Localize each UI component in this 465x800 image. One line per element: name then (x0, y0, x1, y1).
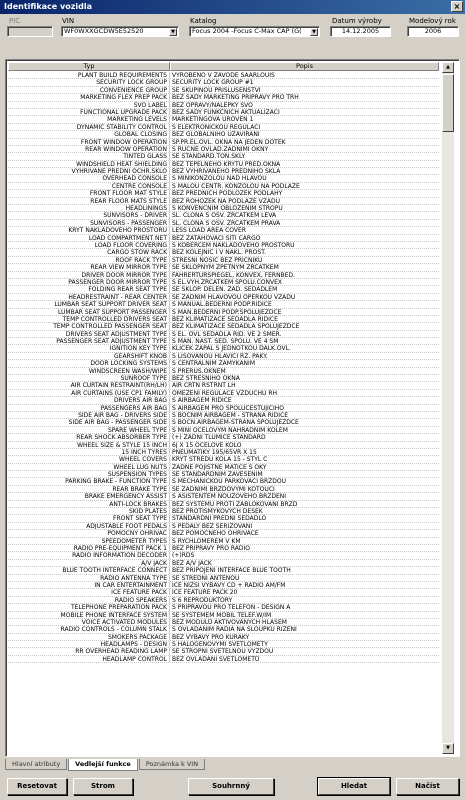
scroll-thumb[interactable] (442, 74, 454, 132)
model-year-field[interactable]: 2006 (407, 26, 459, 37)
table-row[interactable] (8, 427, 439, 434)
table-row[interactable] (8, 124, 439, 131)
table-row[interactable] (8, 419, 439, 426)
table-row[interactable] (8, 456, 439, 463)
cell-type: LUMBAR SEAT SUPPORT PASSENGER (8, 309, 170, 315)
cell-type: AIR CURTAINS (USE CP1 FAMILY) (8, 390, 170, 396)
column-header-description[interactable]: Popis (170, 62, 439, 71)
table-row[interactable] (8, 72, 439, 79)
cell-type: KRYT NÁKLADOVÉHO PROSTORU (8, 227, 170, 233)
table-row[interactable] (8, 323, 439, 330)
summary-button[interactable]: Souhrnný (188, 778, 274, 795)
table-row[interactable] (8, 235, 439, 242)
window-title: Identifikace vozidla (4, 2, 92, 11)
cell-description: S MINI OCELOVÝM NÁHRADNÍM KOLEM (172, 426, 288, 434)
cell-type: PASSENGER DOOR MIRROR TYPE (8, 279, 170, 285)
cell-type: CARGO STOW RACK (8, 249, 170, 255)
cell-description: BEZ KOLEJNIC I V NÁKL. PROST. (172, 249, 267, 256)
table-row[interactable] (8, 183, 439, 190)
cell-description: S ASISTENTEM NOUZOVÉHO BRZDĚNÍ (172, 493, 287, 500)
table-row[interactable] (8, 294, 439, 301)
catalog-label: Katalog (190, 17, 217, 25)
table-row[interactable] (8, 626, 439, 633)
cell-type: A/V JACK (8, 560, 170, 566)
cell-type: IGNITION KEY TYPE (8, 345, 170, 351)
cell-type: TELEPHONE PREPARATION PACK (8, 604, 170, 610)
cell-description: BEZ STŘEŠNÍHO OKNA (172, 375, 240, 382)
table-row[interactable] (8, 87, 439, 94)
cell-description: PNEUMATIKY 195/65VR X 15 (172, 448, 257, 456)
table-row[interactable] (8, 139, 439, 146)
cell-description: SE ZADNÍM HLAVOVOU OPĚRKOU VZADU (172, 293, 296, 301)
load-button[interactable]: Načíst (396, 778, 459, 795)
chevron-down-icon[interactable]: ▼ (310, 28, 318, 36)
table-row[interactable] (8, 597, 439, 604)
cell-type: ROOF RACK TYPE (8, 257, 170, 263)
cell-description: S PRERUS.OKNEM (172, 367, 226, 375)
cell-description: S MANUÁL.BEDERNÍ PODP.ŘIDIČE (172, 301, 272, 308)
cell-type: BLUE TOOTH INTERFACE CONNECT (8, 567, 170, 573)
table-row[interactable] (8, 309, 439, 316)
table-row[interactable] (8, 175, 439, 182)
table-row[interactable] (8, 264, 439, 271)
cell-description: SE STANDARDNÍM ZAVĚŠENÍM (172, 471, 263, 478)
production-date-field[interactable]: 14.12.2005 (330, 26, 391, 37)
table-row[interactable] (8, 257, 439, 264)
table-row[interactable] (8, 382, 439, 389)
cell-type: PLANT BUILD REQUIREMENTS (8, 72, 170, 78)
cell-type: DYNAMIC STABILITY CONTROL (8, 124, 170, 130)
table-row[interactable] (8, 161, 439, 168)
cell-description: S MINIKONZOLOU NAD HLAVOU (172, 175, 267, 182)
table-row[interactable] (8, 604, 439, 611)
cell-description: SE SYSTÉMEM MOBIL TELEF.W/IM (172, 611, 272, 618)
cell-description: (+)RDS (172, 552, 195, 559)
table-row[interactable] (8, 79, 439, 86)
pic-field[interactable] (7, 26, 53, 37)
cell-description: FAHRERTÜRSPIEGEL, KONVEX, FERNBED. (172, 271, 295, 278)
table-row[interactable] (8, 102, 439, 109)
cell-description: S MECHANICKOU PARKOVACÍ BRZDOU (172, 478, 287, 485)
cell-description: S AIRBAGEM PRO SPOLUCESTUJÍCÍHO (172, 404, 284, 411)
cell-description: BEZ KLIMATIZACE SEDADLA ŘIDIČE (172, 315, 278, 323)
cell-description: SL. CLONA S OSV. ZRCÁTKEM LEVÁ (172, 212, 277, 219)
table-row[interactable] (8, 146, 439, 153)
cell-description: BEZ OVLÁDÁNÍ SVĚTLOMETŮ (172, 655, 260, 663)
table-row[interactable] (8, 331, 439, 338)
cell-description: S KONVENČNÍM OBLOŽENÍM STROPU (172, 205, 283, 212)
cell-description: S HALOGENOVÝMI SVĚTLOMETY (172, 641, 268, 648)
cell-type: SIDE AIR BAG - PASSENGER SIDE (8, 419, 170, 425)
cell-type: FRONT SEAT TYPE (8, 515, 170, 521)
table-row[interactable] (8, 589, 439, 596)
cell-type: FRONT FLOOR MAT STYLE (8, 190, 170, 196)
table-row[interactable] (8, 478, 439, 485)
cell-type: WINDSCREEN WASH/WIPE (8, 368, 170, 374)
cell-description: KRYT STŘEDU KOLA 15 - STYL C (172, 456, 268, 463)
vin-field[interactable] (61, 26, 179, 37)
cell-type: POMOCNÝ OHŘÍVAČ (8, 530, 170, 536)
table-row[interactable] (8, 368, 439, 375)
table-row[interactable] (8, 242, 439, 249)
table-row[interactable] (8, 131, 439, 138)
cell-type: SPARE WHEEL TYPE (8, 427, 170, 433)
cell-type: ADJUSTABLE FOOT PEDALS (8, 523, 170, 529)
table-row[interactable] (8, 508, 439, 515)
table-row[interactable] (8, 279, 439, 286)
table-row[interactable] (8, 168, 439, 175)
cell-description: VYROBENO V ZÁVODĚ SAARLOUIS (172, 72, 275, 79)
cell-type: RADIO PRE-EQUIPMENT PACK 1 (8, 545, 170, 551)
cell-description: S MAN.BEDERNÍ PODP.SPOLUJEZDCE (172, 308, 282, 315)
scroll-down-icon[interactable]: ▼ (442, 743, 454, 754)
cell-description: (+) ZADNÍ TLUMIČE STANDARD (172, 434, 266, 441)
table-row[interactable] (8, 538, 439, 545)
cell-type: DRIVERS AIR BAG (8, 397, 170, 403)
cell-description: BEZ ZATAHOVACÍ SÍTI CARGO (172, 234, 261, 241)
cell-description: SE SKLOP. DĚLEN. ZAD. SEDADLEM (172, 286, 278, 293)
cell-type: PASSENGERS AIR BAG (8, 405, 170, 411)
table-row[interactable] (8, 345, 439, 352)
cell-description: BEZ PŘÍPRAVY PRO RÁDIO (172, 545, 250, 552)
cell-type: 15 INCH TYRES (8, 449, 170, 455)
cell-type: FRONT WINDOW OPERATION (8, 139, 170, 145)
table-row[interactable] (8, 634, 439, 641)
tab-vin-note[interactable]: Poznámka k VIN (139, 759, 205, 770)
cell-description: SE SKLOPNÝM ZPĚTNÝM ZRCÁTKEM (172, 264, 279, 271)
cell-type: REAR BRAKE TYPE (8, 486, 170, 492)
cell-description: ŽÁDNÉ POJISTNÉ MATICE S OKY (172, 463, 267, 471)
table-row[interactable] (8, 94, 439, 101)
table-row[interactable] (8, 619, 439, 626)
cell-description: MARKETINGOVÁ ÚROVEŇ 1 (172, 116, 254, 123)
table-row[interactable] (8, 116, 439, 123)
cell-type: SUSPENSION TYPES (8, 471, 170, 477)
table-row[interactable] (8, 464, 439, 471)
table-row[interactable] (8, 648, 439, 655)
table-row[interactable] (8, 405, 439, 412)
table-row[interactable] (8, 390, 439, 397)
cell-type: SECURITY LOCK GROUP (8, 79, 170, 85)
table-row[interactable] (8, 530, 439, 537)
cell-type: ANTI-LOCK BRAKES (8, 501, 170, 507)
cell-type: OVERHEAD CONSOLE (8, 175, 170, 181)
cell-description: 6J X 15 OCELOVÉ KOLO (172, 441, 242, 448)
table-row[interactable] (8, 486, 439, 493)
cell-type: LUMBAR SEAT SUPPORT DRIVER SEAT (8, 301, 170, 307)
cell-description: S BOČN.AIRBAGEM-STRANA SPOLUJEZDCE (172, 419, 299, 426)
cell-type: RR OVERHEAD READING LAMP (8, 648, 170, 654)
cell-type: LOAD FLOOR COVERING (8, 242, 170, 248)
cell-description: S ELEKTRONICKOU REGULACÍ (172, 123, 261, 131)
table-row[interactable] (8, 109, 439, 116)
cell-type: HEADLININGS (8, 205, 170, 211)
cell-description: S CENTRÁLNÍM ZAMYKÁNÍM (172, 360, 255, 367)
cell-description: SE STŘEDNÍ ANTÉNOU (172, 574, 240, 581)
table-row[interactable] (8, 338, 439, 345)
cell-description: SE SKUPINOU PŘÍSLUŠENSTVÍ (172, 86, 261, 94)
cell-type: HEADRESTRAINT - REAR CENTER (8, 294, 170, 300)
cell-description: AIR CRTN RSTRNT LH (172, 382, 236, 389)
date-label: Datum výroby (332, 17, 382, 25)
grid-header (8, 62, 439, 71)
table-row[interactable] (8, 198, 439, 205)
cell-type: CENTRE CONSOLE (8, 183, 170, 189)
cell-type: RADIO ANTENNA TYPE (8, 575, 170, 581)
table-row[interactable] (8, 641, 439, 648)
cell-type: WHEEL COVERS (8, 456, 170, 462)
cell-type: SVO LABEL (8, 102, 170, 108)
table-row[interactable] (8, 515, 439, 522)
cell-description: S 6 REPRODUKTORY (172, 596, 233, 604)
cell-type: SMOKERS PACKAGE (8, 634, 170, 640)
cell-type: SUNROOF TYPE (8, 375, 170, 381)
cell-description: BEZ SADY MARKETING PŘÍPRAVY PRO TRH (172, 94, 299, 101)
cell-type: TEMP CONTROLLED DRIVERS SEAT (8, 316, 170, 322)
cell-description: S PŘÍPRAVOU PRO TELEFON - DESIGN A (172, 604, 291, 611)
cell-description: BEZ A/V JACK (172, 559, 212, 567)
table-row[interactable] (8, 353, 439, 360)
cell-description: BEZ PŘIPOJENÍ INTERFACE BLUE TOOTH (172, 567, 291, 574)
cell-description: S EL. OVL SEDADLA RID. VE 2 SMĚR. (172, 330, 282, 338)
table-row[interactable] (8, 493, 439, 500)
scroll-up-icon[interactable]: ▲ (442, 62, 454, 73)
table-row[interactable] (8, 471, 439, 478)
cell-description: BEZ GLOBÁLNÍHO UZAVÍRÁNÍ (172, 131, 260, 138)
cell-description: ICE FEATURE PACK 20 (172, 589, 238, 596)
cell-type: REAR FLOOR MATS STYLE (8, 198, 170, 204)
cell-description: SL. CLONA S OSV. ZRCÁTKEM PRAVÁ (172, 219, 281, 227)
vertical-scrollbar[interactable] (442, 62, 454, 754)
cell-type: TEMP CONTROLLED PASSENGER SEAT (8, 323, 170, 329)
cell-description: SECURITY LOCK GROUP #1 (172, 79, 254, 86)
chevron-down-icon[interactable]: ▼ (169, 28, 177, 36)
cell-description: BEZ ROHOŽEK NA PODLAZE VZADU (172, 197, 280, 205)
tab-bar (5, 759, 206, 771)
cell-description: BEZ VYHŘÍVANÉHO PŘEDNÍHO SKLA (172, 168, 281, 175)
cell-description: S MAN. NAST. SED. SPOLU. VE 4 SM (172, 338, 279, 345)
cell-type: BRAKE EMERGENCY ASSIST (8, 493, 170, 499)
table-row[interactable] (8, 656, 439, 663)
cell-type: HEADLAMP CONTROL (8, 656, 170, 662)
cell-description: S LISOVANOU HLAVICÍ RZ. PÁKY. (172, 352, 268, 360)
cell-description: BEZ VÝBAVY PRO KUŘÁKY (172, 633, 250, 641)
table-row[interactable] (8, 153, 439, 160)
cell-description: S RUČNĚ OVLÁD.ZADNÍMI OKNY (172, 145, 269, 153)
table-row[interactable] (8, 316, 439, 323)
cell-type: ICE FEATURE PACK (8, 589, 170, 595)
cell-type: SUNVISORS - DRIVER (8, 212, 170, 218)
cell-description: S PEDÁLY BEZ SEŘIZOVÁNÍ (172, 522, 253, 530)
cell-type: DRIVERS SEAT ADJUSTMENT TYPE (8, 331, 170, 337)
table-row[interactable] (8, 523, 439, 530)
table-row[interactable] (8, 272, 439, 279)
vehicle-features-grid[interactable] (5, 59, 460, 757)
cell-type: AIR CURTAIN RESTRAINT(RH/LH) (8, 382, 170, 388)
cell-description: LESS LOAD AREA COVER (172, 227, 246, 234)
cell-type: HEADLAMPS - DESIGN (8, 641, 170, 647)
cell-type: FUNCTIONAL UPGRADE PACK (8, 109, 170, 115)
cell-type: IN CAR ENTERTAINMENT (8, 582, 170, 588)
tab-main-attributes[interactable]: Hlavní atributy (5, 759, 67, 770)
cell-type: SIDE AIR BAG - DRIVERS SIDE (8, 412, 170, 418)
catalog-select[interactable] (189, 26, 320, 37)
cell-type: LOAD COMPARTMENT NET (8, 235, 170, 241)
table-row[interactable] (8, 212, 439, 219)
pic-label: PIC (9, 17, 21, 25)
cell-description: S OVLÁDÁNÍM RÁDIA NA SLOUPKU ŘÍZENÍ (172, 626, 297, 633)
table-row[interactable] (8, 582, 439, 589)
cell-type: VYHŘÍVANÉ PŘEDNÍ OCHR.SKLO (8, 168, 170, 174)
cell-type: RADIO INFORMATION DECODER (8, 552, 170, 558)
cell-description: S MALOU CENTR. KONZOLOU NA PODLAZE (172, 182, 300, 190)
cell-description: S RYCHLOMĚREM V KM (172, 537, 241, 544)
cell-type: WINDSHIELD HEAT SHIELDING (8, 161, 170, 167)
cell-type: RADIO CONTROLS - COLUMN STALK (8, 626, 170, 632)
cell-type: VOICE ACTIVATED MODULES (8, 619, 170, 625)
cell-description: S KOBERCEM NÁKLADOVÉHO PROSTORU (172, 241, 295, 249)
catalog-value: Focus 2004 -Focus C-Max CAP (G( (192, 27, 302, 35)
cell-description: BEZ SYSTÉMU PROTI ZABLOKOVÁNÍ BRZD (172, 500, 298, 508)
cell-description: BEZ OPRAVY/NÁLEPKY SVO (172, 101, 253, 108)
cell-type: DOOR LOCKING SYSTEMS (8, 360, 170, 366)
table-row[interactable] (8, 286, 439, 293)
cell-type: SUNVISORS - PASSENGER (8, 220, 170, 226)
cell-description: S BOČNÍM AIRBAGEM - STRANA ŘIDIČE (172, 411, 289, 419)
table-row[interactable] (8, 301, 439, 308)
cell-description: BEZ PROTISMYKOVÝCH DESEK (172, 508, 263, 515)
cell-type: SKID PLATES (8, 508, 170, 514)
cell-type: PASSENGER SEAT ADJUSTMENT TYPE (8, 338, 170, 344)
cell-type: TINTED GLASS (8, 153, 170, 159)
cell-type: WHEEL SIZE & STYLE 15 INCH (8, 442, 170, 448)
cell-description: BEZ KLIMATIZACE SEDADLA SPOLUJEZDCE (172, 323, 300, 330)
vin-value: WF0WXXGCDW5E52520 (64, 27, 144, 35)
column-header-type[interactable]: Typ (8, 62, 170, 71)
model-year-label: Modelový rok (409, 17, 456, 25)
cell-type: GLOBAL CLOSING (8, 131, 170, 137)
cell-type: WHEEL LUG NUTS (8, 464, 170, 470)
cell-description: S EL.VYH.ZRCÁTKEM SPOLU.CONVEX (172, 278, 283, 286)
table-row[interactable] (8, 552, 439, 559)
table-row[interactable] (8, 567, 439, 574)
table-row[interactable] (8, 434, 439, 441)
tree-button[interactable]: Strom (73, 778, 133, 795)
table-row[interactable] (8, 560, 439, 567)
cell-description: BEZ PŘEDNÍCH PODLOŽEK PODLAHY (172, 190, 283, 197)
table-row[interactable] (8, 397, 439, 404)
tab-secondary-functions[interactable]: Vedlejší funkce (68, 759, 138, 771)
cell-type: PARKING BRAKE - FUNCTION TYPE (8, 478, 170, 484)
close-icon[interactable]: × (451, 1, 463, 12)
cell-description: BEZ POMOCNÉHO OHŘÍVAČE (172, 530, 259, 537)
cell-type: REAR SHOCK ABSORBER TYPE (8, 434, 170, 440)
table-row[interactable] (8, 220, 439, 227)
grid-rows (8, 72, 439, 663)
cell-type: FOLDING REAR SEAT TYPE (8, 286, 170, 292)
table-row[interactable] (8, 612, 439, 619)
table-row[interactable] (8, 575, 439, 582)
table-row[interactable] (8, 249, 439, 256)
table-row[interactable] (8, 545, 439, 552)
cell-type: MOBILE PHONE INTERFACE SYSTEM (8, 612, 170, 618)
cell-type: RADIO SPEAKERS (8, 597, 170, 603)
cell-description: BEZ SADY FUNKČNÍCH AKTUALIZACÍ (172, 108, 280, 116)
cell-description: STŘEŠNÍ NOSIC BEZ PŘÍČNÍKU (172, 256, 263, 264)
cell-type: SPEEDOMETER TYPES (8, 538, 170, 544)
table-row[interactable] (8, 412, 439, 419)
table-row[interactable] (8, 205, 439, 212)
vin-label: VIN (62, 17, 75, 25)
cell-description: SE STROPNÍ SVĚTELNOU VÝZDOU (172, 648, 274, 655)
table-row[interactable] (8, 360, 439, 367)
cell-description: SE STANDARD.TÓN.SKLY (172, 153, 246, 160)
cell-description: SP.PŘ.EL.OVL. OKNA NA JEDEN DOTEK (172, 138, 286, 145)
cell-description: KLÍČEK ZAPAL S JEDNOTKOU DÁLK.OVL. (172, 345, 291, 352)
table-row[interactable] (8, 442, 439, 449)
cell-type: REAR VIEW MIRROR TYPE (8, 264, 170, 270)
table-row[interactable] (8, 375, 439, 382)
cell-description: BEZ MODULŮ AKTIVOVANÝCH HLASEM (172, 618, 287, 626)
cell-type: GEARSHIFT KNOB (8, 353, 170, 359)
table-row[interactable] (8, 190, 439, 197)
title-bar (0, 0, 465, 14)
table-row[interactable] (8, 501, 439, 508)
cell-type: CONVENIENCE GROUP (8, 87, 170, 93)
cell-description: S AIRBAGEM ŘIDIČE (172, 397, 232, 404)
table-row[interactable] (8, 449, 439, 456)
table-row[interactable] (8, 227, 439, 234)
search-button[interactable]: Hledat (318, 778, 390, 795)
cell-description: OMEZENÍ REGULACE VZDUCHU RH (172, 389, 278, 397)
cell-type: MARKETING FLEX PREP PACK (8, 94, 170, 100)
cell-description: BEZ TEPELNÉHO KRYTU PŘED.OKNA (172, 160, 281, 168)
cell-type: DRIVER DOOR MIRROR TYPE (8, 272, 170, 278)
cell-description: STANDARDNÍ PŘEDNÍ SEDADLO (172, 515, 267, 522)
cell-type: REAR WINDOW OPERATION (8, 146, 170, 152)
cell-description: ICE NIŽŠÍ VÝBAVY CD + RÁDIO AM/FM (172, 581, 286, 589)
reset-button[interactable]: Resetovat (7, 778, 67, 795)
cell-type: MARKETING LEVELS (8, 116, 170, 122)
cell-description: SE ZADNÍMI BRZDOVÝMI KOTOUČI (172, 485, 275, 493)
